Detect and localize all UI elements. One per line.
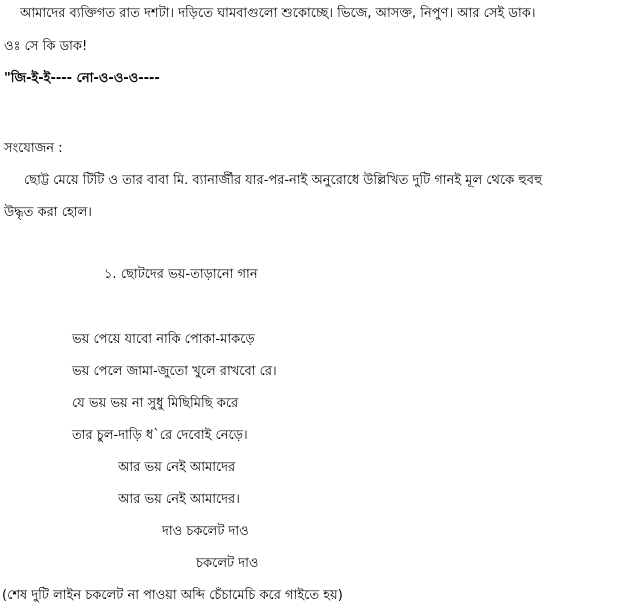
call-sound-line: "জি-ই-ই---- নো-ও-ও-ও---- (4, 71, 160, 86)
footnote-line: (শেষ দুটি লাইন চকলেট না পাওয়া অব্দি চেঁচামেচি করে গাইতে হয়) (2, 588, 343, 603)
song-title: ১. ছোটদের ভয়-তাড়ানো গান (104, 267, 258, 282)
song-line-3: যে ভয় ভয় না সুধু মিছিমিছি করে (72, 396, 239, 411)
song-line-7: দাও চকলেট দাও (162, 524, 249, 539)
song-line-1: ভয় পেয়ে যাবো নাকি পোকা-মাকড়ে (72, 332, 255, 347)
addendum-text-line-2: উদ্ধৃত করা হোল। (4, 205, 92, 220)
song-line-5: আর ভয় নেই আমাদের (118, 460, 236, 475)
song-line-2: ভয় পেলে জামা-জুতো খুলে রাখবো রে। (72, 364, 277, 379)
addendum-text-line-1: ছোট্ট মেয়ে টিটি ও তার বাবা মি. ব্যানার্জীর যার-পর-নাই অনুরোধে উল্লিখিত দুটি গানই মূল থেকে হুবহু (24, 173, 543, 188)
song-line-8: চকলেট দাও (196, 556, 259, 571)
exclamation-line: ওঃ সে কি ডাক! (4, 39, 88, 54)
song-line-4: তার চুল-দাড়ি ধ`রে দেবোই নেড়ে। (72, 428, 248, 443)
song-line-6: আর ভয় নেই আমাদের। (118, 492, 240, 507)
addendum-heading: সংযোজন : (4, 141, 63, 156)
paragraph-line-1: আমাদের ব্যক্তিগত রাত দশটা। দড়িতে ঘামবাগুলো শুকোচ্ছে। ভিজে, আসক্ত, নিপুণ। আর সেই ডাক। (20, 6, 536, 21)
